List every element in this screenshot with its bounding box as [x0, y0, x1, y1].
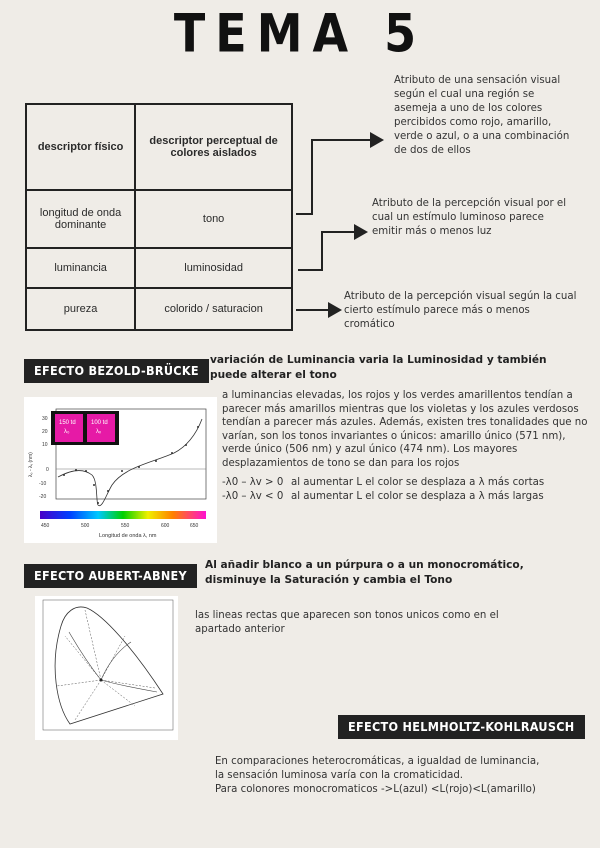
note-luminosidad: Atributo de la percepción visual por el cual un estímulo luminoso parece emitir más o menos luz — [372, 198, 567, 237]
note-colorido: Atributo de la percepción visual según la cual cierto estímulo parece más o menos cromático — [344, 291, 577, 330]
abney-body: las lineas rectas que aparecen son tonos unicos como en el apartado anterior — [195, 610, 499, 635]
y-tick: 20 — [42, 429, 48, 435]
chromaticity-figure — [35, 596, 178, 740]
helmholtz-line-2: la sensación luminosa varía con la cromaticidad. — [215, 770, 464, 781]
stimulus-box-100td — [87, 414, 115, 442]
arrow-luminosidad — [298, 232, 366, 270]
table-cell: colorido / saturacion — [135, 288, 292, 330]
bezold-rule-2a: -λ0 – λv < 0 — [222, 491, 284, 502]
table-cell: luminosidad — [135, 248, 292, 288]
table-cell: luminancia — [26, 248, 135, 288]
bezold-figure — [24, 397, 217, 543]
stimulus-box-150td — [55, 414, 83, 442]
y-tick: -10 — [39, 481, 47, 487]
y-tick: 0 — [46, 467, 49, 473]
helmholtz-line-1: En comparaciones heterocromáticas, a igualdad de luminancia, — [215, 756, 540, 767]
white-point — [100, 679, 103, 682]
bezold-rule-2b: al aumentar L el color se desplaza a λ más largas — [291, 491, 544, 502]
y-axis-label: λ₀ - λᵥ (nm) — [28, 452, 34, 477]
x-tick: 600 — [161, 523, 170, 529]
box2-label: 100 td — [91, 420, 108, 426]
table-cell: longitud de onda dominante — [26, 190, 135, 248]
y-tick: -20 — [39, 494, 47, 500]
table-header-physical: descriptor físico — [26, 104, 135, 190]
arrow-tono — [296, 140, 382, 214]
chromaticity-diagram — [35, 596, 178, 740]
banner-bezold-brucke: EFECTO BEZOLD-BRÜCKE — [24, 359, 209, 383]
bezold-chart — [24, 397, 217, 543]
box1-label: 150 td — [59, 420, 76, 426]
x-tick: 650 — [190, 523, 199, 529]
y-tick: 10 — [42, 442, 48, 448]
table-header-perceptual: descriptor perceptual de colores aislados — [135, 104, 292, 190]
abney-heading: Al añadir blanco a un púrpura o a un monocromático, disminuye la Saturación y cambia el Tono — [205, 559, 524, 586]
spectrum-bar — [40, 511, 206, 519]
table-cell: tono — [135, 190, 292, 248]
x-axis-label: Longitud de onda λ, nm — [99, 533, 157, 539]
x-tick: 500 — [81, 523, 90, 529]
x-tick: 550 — [121, 523, 130, 529]
box1-sub: λ₀ — [64, 429, 70, 435]
page-title: TEMA 5 — [173, 1, 427, 65]
bezold-body: a luminancias elevadas, los rojos y los verdes amarillentos tendían a parecer más amarillos mientras que los violetas y los azules verdosos tendían a parecer más azules. Además, existen tres tonalidades que no varían, son los tonos invariantes o únicos: amarillo único (571 nm), verde único (506 nm) y azul único (474 nm). Los mayores desplazamientos de tono se dan para los rojos — [222, 390, 588, 469]
y-tick: 30 — [42, 416, 48, 422]
bezold-heading: variación de Luminancia varia la Luminosidad y también puede alterar el tono — [210, 354, 547, 381]
banner-aubert-abney: EFECTO AUBERT-ABNEY — [24, 564, 197, 588]
bezold-rule-1b: al aumentar L el color se desplaza a λ más cortas — [291, 477, 545, 488]
table-cell: pureza — [26, 288, 135, 330]
spectral-locus — [55, 607, 163, 724]
x-tick: 450 — [41, 523, 50, 529]
box2-sub: λᵥ — [96, 429, 101, 435]
banner-helmholtz-kohlrausch: EFECTO HELMHOLTZ-KOHLRAUSCH — [338, 715, 585, 739]
helmholtz-line-3: Para colonores monocromaticos ->L(azul) <L(rojo)<L(amarillo) — [215, 784, 536, 795]
bezold-rule-1a: -λ0 – λv > 0 — [222, 477, 284, 488]
note-tono: Atributo de una sensación visual según el cual una región se asemeja a uno de los colores percibidos como rojo, amarillo, verde o azul, o a una combinación de dos de ellos — [394, 75, 570, 156]
